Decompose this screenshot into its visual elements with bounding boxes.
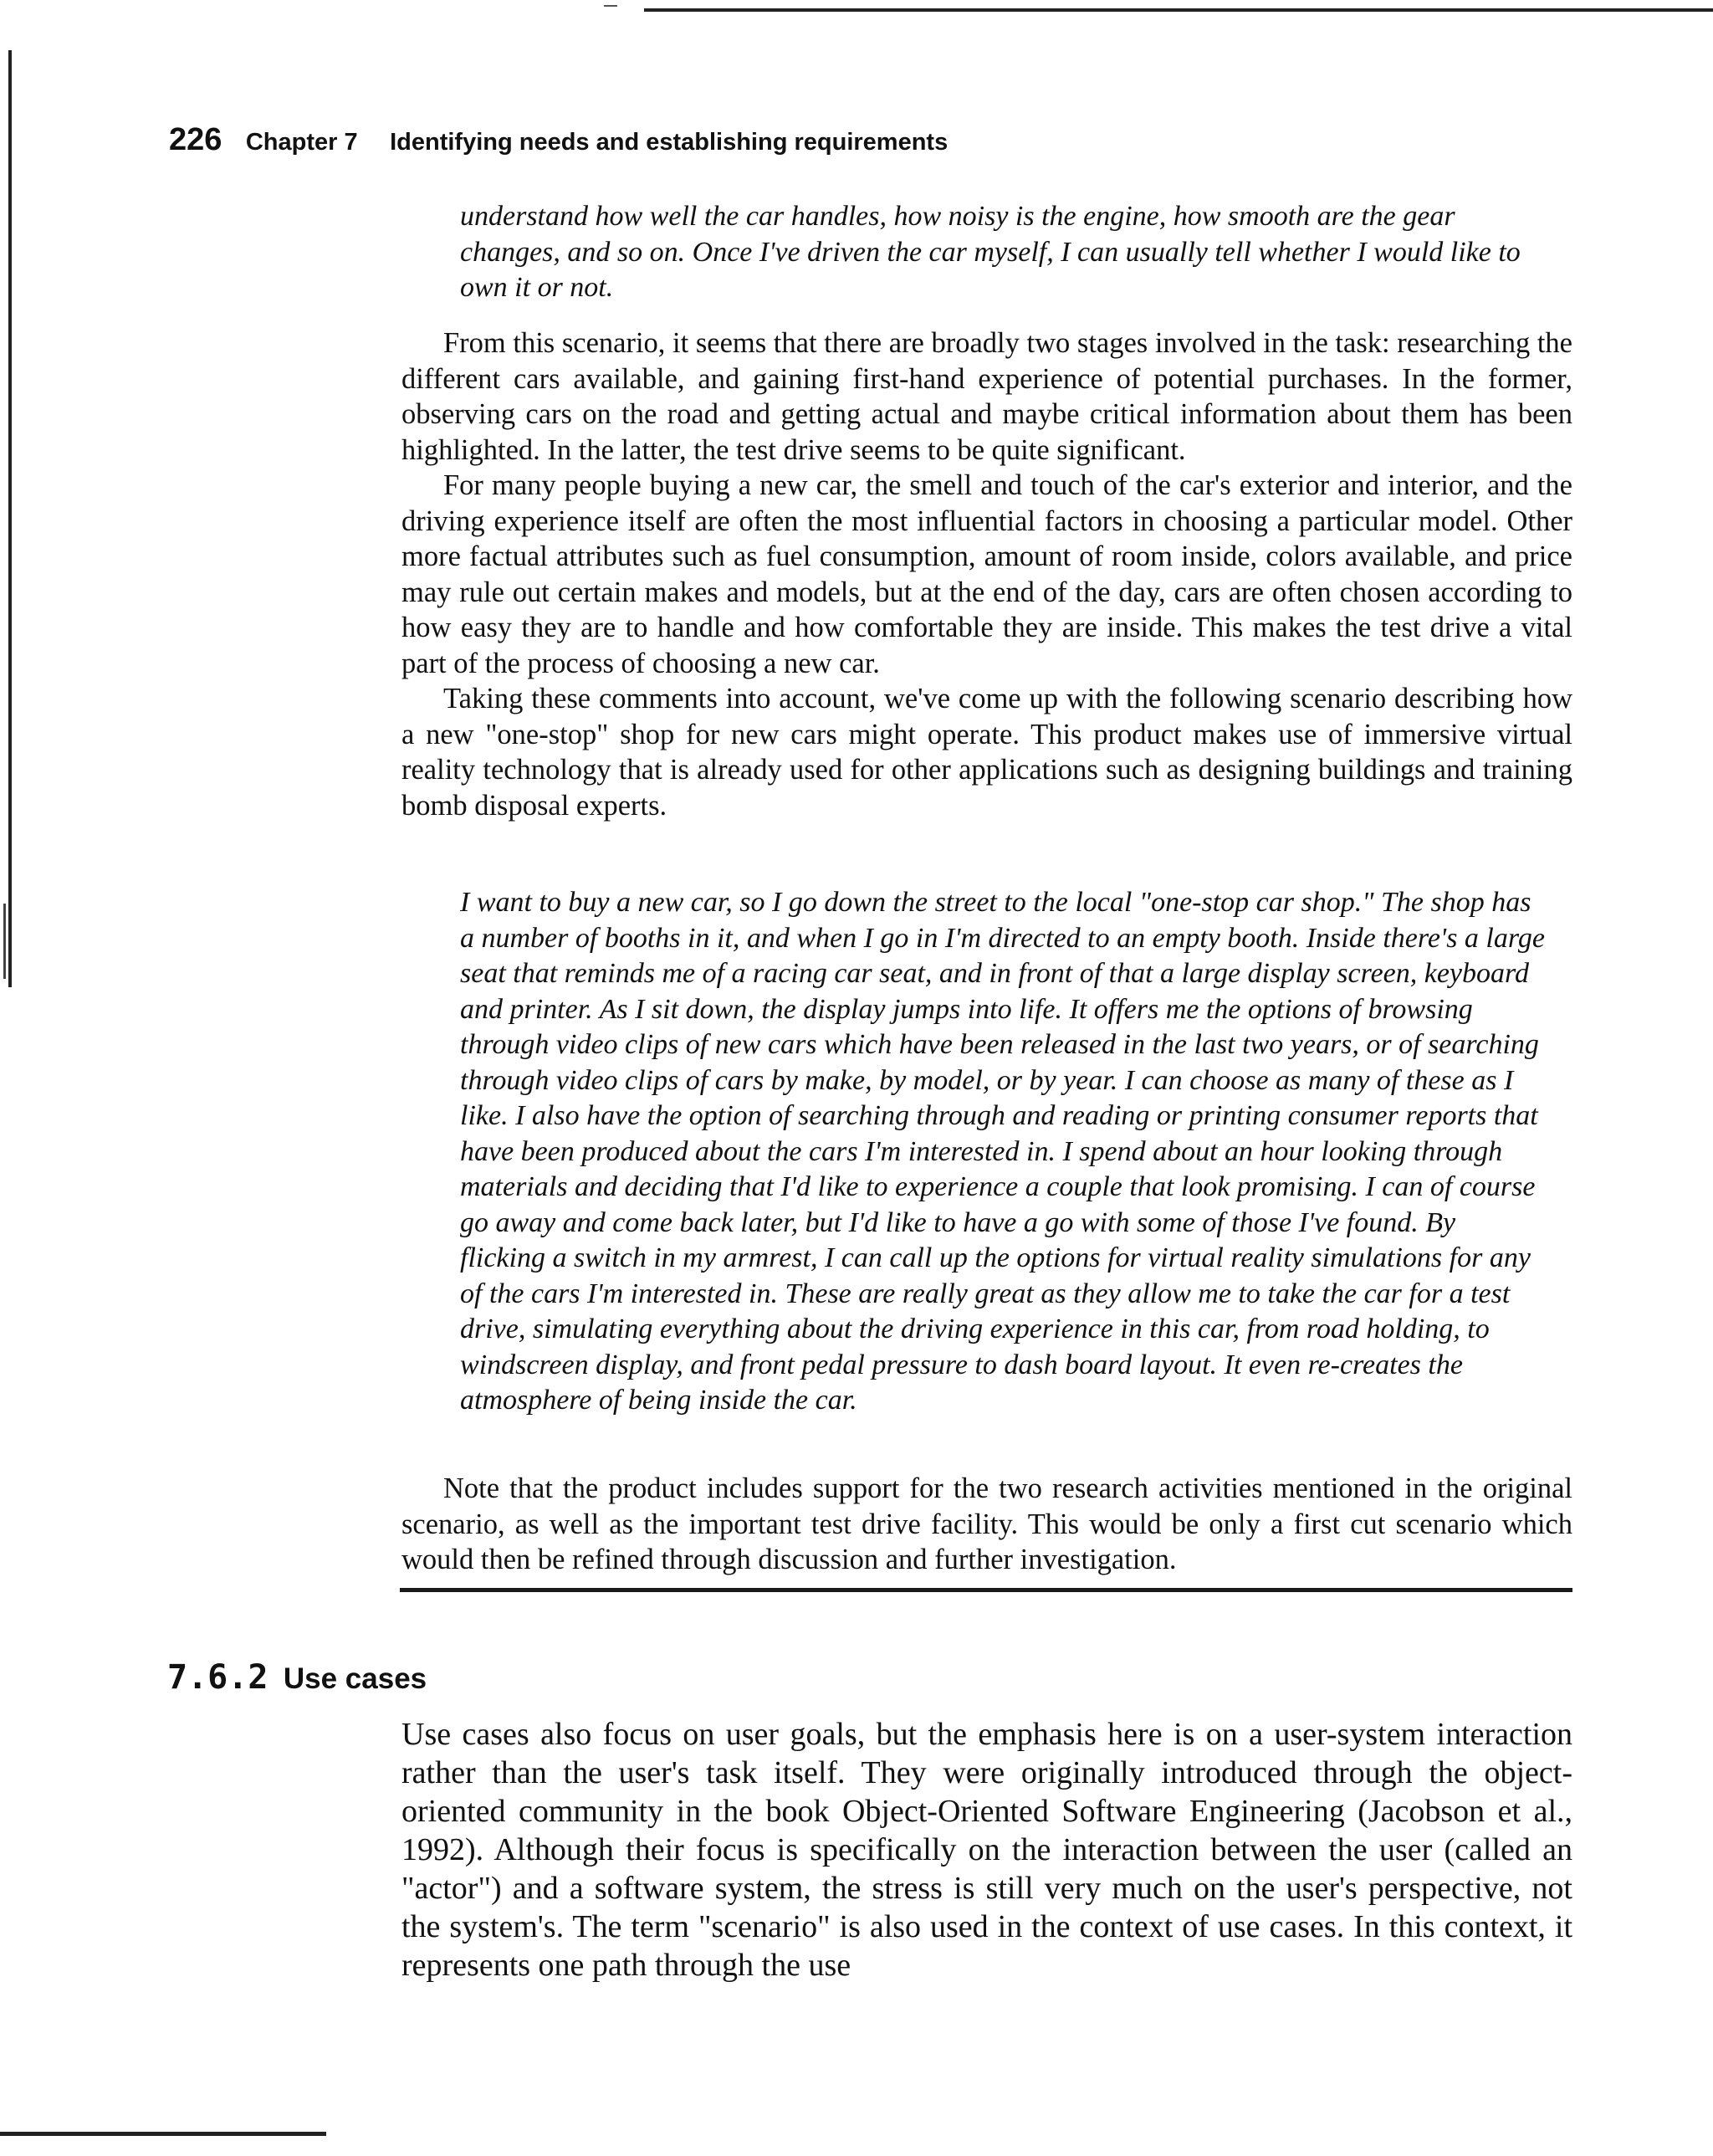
use-cases-block — [401, 1715, 1572, 1984]
scenario-continuation: understand how well the car handles, how noisy is the engine, how smooth are the gear changes, and so on. Once I've driven the car myself, I can usually tell whether I would like to own it or not. — [460, 201, 1521, 303]
page-number: 226 — [169, 122, 222, 157]
scan-mark — [604, 5, 617, 7]
section-heading — [167, 1658, 427, 1697]
new-scenario-block — [401, 885, 1572, 1419]
body-paragraph: For many people buying a new car, the smell and touch of the car's exterior and interior, and the driving experience itself are often the most influential factors in choosing a particular model. Other more factual attributes such as fuel consumption, amount of room inside, colors available, and price may rule out certain makes and models, but at the end of the day, cars are often chosen according to how easy they are to handle and how comfortable they are inside. This makes the test drive a vital part of the process of choosing a new car. — [401, 469, 1572, 679]
bottom-rule — [0, 2132, 326, 2136]
left-edge-line — [8, 50, 12, 987]
left-edge-line-secondary — [3, 904, 6, 979]
analysis-paragraphs — [401, 325, 1572, 823]
running-header — [169, 122, 948, 158]
top-rule — [644, 8, 1713, 12]
note-paragraph: Note that the product includes support for the two research activities mentioned in the original scenario, as well as the important test drive facility. This would be only a first cut scenario which would then be refined through discussion and further investigation. — [401, 1472, 1572, 1575]
use-cases-paragraph: Use cases also focus on user goals, but the emphasis here is on a user-system interaction rather than the user's task itself. They were originally introduced through the object-oriented community in the book Object-Oriented Software Engineering (Jacobson et al., 1992). Although their focus is specifically on the interaction between the user (called an "actor") and a software system, the stress is still very much on the user's perspective, not the system's. The term "scenario" is also used in the context of use cases. In this context, it represents one path through the use — [401, 1717, 1572, 1983]
body-paragraph: Taking these comments into account, we've come up with the following scenario describing how a new "one-stop" shop for new cars might operate. This product makes use of immersive virtual reality technology that is already used for other applications such as designing buildings and training bomb disposal experts. — [401, 683, 1572, 822]
body-paragraph: From this scenario, it seems that there are broadly two stages involved in the task: researching the different cars available, and gaining first-hand experience of potential purchases. In the former, observing cars on the road and getting actual and maybe critical information about them has been highlighted. In the latter, the test drive seems to be quite significant. — [401, 327, 1572, 466]
note-block — [401, 1471, 1572, 1578]
box-bottom-rule — [400, 1588, 1572, 1592]
chapter-title: Identifying needs and establishing requirements — [390, 129, 949, 156]
section-title: Use cases — [283, 1662, 427, 1695]
new-scenario-text: I want to buy a new car, so I go down the street to the local "one-stop car shop." The shop has a number of booths in it, and when I go in I'm directed to an empty booth. Inside there's a large seat that reminds me of a racing car seat, and in front of that a large display screen, keyboard and printer. As I sit down, the display jumps into life. It offers me the options of browsing through video clips of new cars which have been released in the last two years, or of searching through video clips of cars by make, by model, or by year. I can choose as many of these as I like. I also have the option of searching through and reading or printing consumer reports that have been produced about the cars I'm interested in. I spend about an hour looking through materials and deciding that I'd like to experience a couple that look promising. I can of course go away and come back later, but I'd like to have a go with some of those I've found. By flicking a switch in my armrest, I can call up the options for virtual reality simulations for any of the cars I'm interested in. These are really great as they allow me to take the car for a test drive, simulating everything about the driving experience in this car, from road holding, to windscreen display, and front pedal pressure to dash board layout. It even re-creates the atmosphere of being inside the car. — [460, 887, 1545, 1416]
section-number: 7.6.2 — [167, 1658, 268, 1697]
chapter-label: Chapter 7 — [245, 129, 358, 156]
scenario-continuation-block — [401, 199, 1572, 306]
